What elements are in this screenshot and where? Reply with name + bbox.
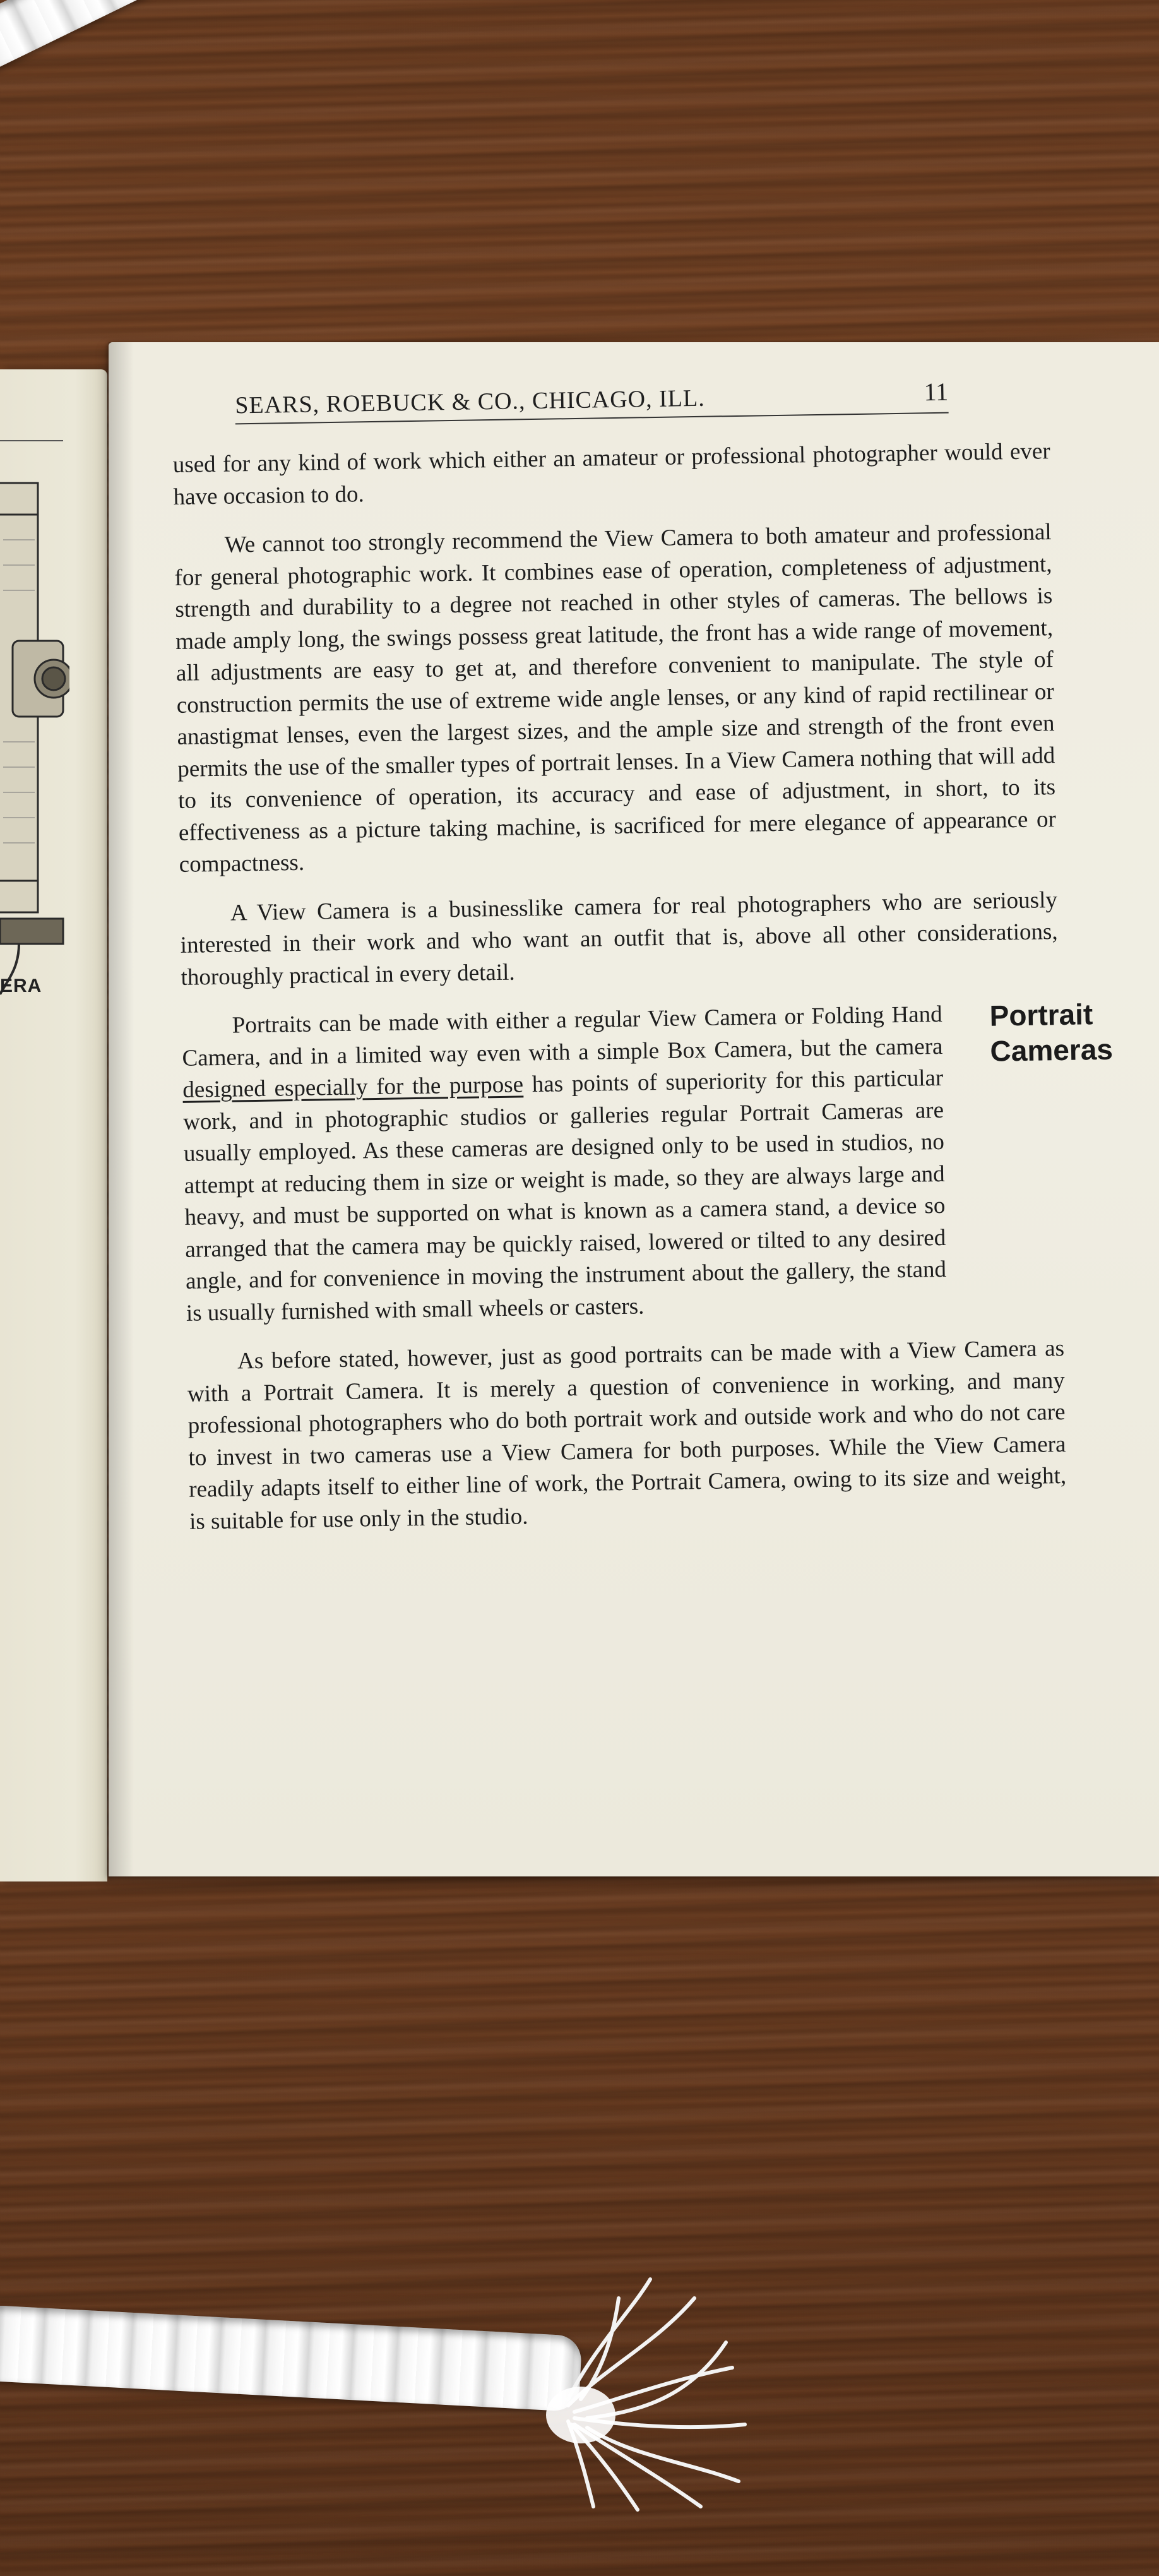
paragraph-businesslike-camera: A View Camera is a businesslike camera for real photographers who are seriously interested in their work and who want an outfit that is, above all other considerations, thoroughly practical in every detail. <box>180 886 1058 991</box>
underlined-phrase: designed especially for the purpose <box>182 1071 524 1103</box>
left-page-caption: ERA <box>0 975 42 996</box>
body-text <box>172 436 1114 1538</box>
page-content <box>172 377 1159 1554</box>
paragraph-continuation: used for any kind of work which either an amateur or professional photographer would ever have occasion to do. <box>172 438 1050 510</box>
portrait-cameras-section <box>181 997 1114 1330</box>
catalog-page <box>109 342 1159 1876</box>
page-gutter-shadow <box>109 342 134 1876</box>
paragraph-view-camera-recommendation: We cannot too strongly recommend the View Camera to both amateur and professional for general photographic work. It combines ease of operation, completeness of adjustment, strength and durability to a degree not reached in other styles of cameras. The bellows is made amply long, the swings possess great latitude, the front has a wide range of movement, all adjustments are easy to get at, and therefore convenient to manipulate. The style of construction permits the use of extreme wide angle lenses, or any kind of rapid rectilinear or anastigmat lenses, even the largest sizes, and the ample size and strength of the front even permits the use of the smaller types of portrait lenses. In a View Camera nothing that will add to its convenience of operation, its accuracy and ease of adjustment, in short, to its effectiveness as a picture taking machine, is sacrificed for mere elegance of appearance or compactness. <box>174 519 1057 878</box>
side-heading-portrait-cameras <box>989 996 1113 1069</box>
page-number: 11 <box>924 377 949 407</box>
camera-illustration-fragment <box>0 477 69 1234</box>
running-header-title: SEARS, ROEBUCK & CO., CHICAGO, ILL. <box>235 385 705 419</box>
paragraph-portraits-end: has points of superiority for this particular work, and in photographic studios or galleries regular Portrait Cameras are usually employed. As these cameras are designed only to be used in studios, no attempt at reducing them in size or weight is made, so they are always large and heavy, and must be supported on what is known as a camera stand, a device so arranged that the camera may be quickly raised, lowered or tilted to any desired angle, and for convenience in moving the instrument about the gallery, the stand is usually furnished with small wheels or casters. <box>182 1064 947 1327</box>
white-cord-bottom <box>0 2305 582 2412</box>
cord-tassel <box>543 2273 758 2513</box>
paragraph-portraits-start: Portraits can be made with either a regular View Camera or Folding Hand Camera, and in a limited way even with a simple Box Camera, but the camera <box>182 1001 943 1071</box>
side-heading-line-2: Cameras <box>990 1032 1114 1068</box>
side-heading-line-1: Portrait <box>989 998 1093 1032</box>
left-facing-page <box>0 369 107 1881</box>
closing-section <box>187 1333 1067 1538</box>
paragraph-portraits <box>181 999 947 1330</box>
left-page-rule <box>0 440 63 441</box>
running-header <box>172 377 949 431</box>
paragraph-as-before-stated: As before stated, however, just as good portraits can be made with a View Camera as with a Portrait Camera. It is merely a question of convenience in working, and many professional photographers who do both portrait work and outside work and who do not care to invest in two cameras use a View Camera for both purposes. While the View Camera readily adapts itself to either line of work, the Portrait Camera, owing to its size and weight, is suitable for use only in the studio. <box>187 1335 1067 1535</box>
white-cord-top <box>0 0 247 79</box>
